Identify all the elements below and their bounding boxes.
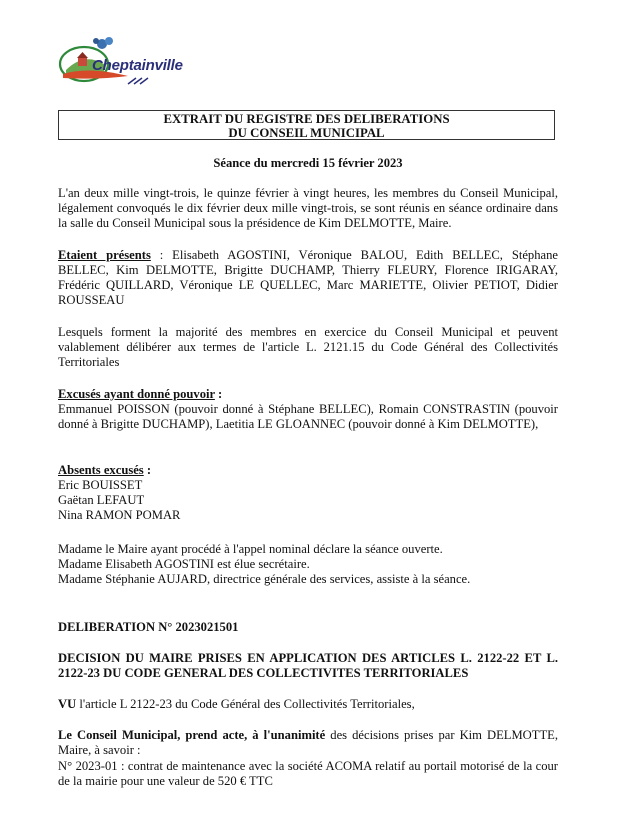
vu-label: VU	[58, 697, 77, 711]
presents-list: Elisabeth AGOSTINI, Véronique BALOU, Edith BELLEC, Stéphane BELLEC, Kim DELMOTTE, Brigitte DUCHAMP, Thierry FLEURY, Florence IRIGARAY, Frédéric QUILLARD, Véronique LE QUELLEC, Marc MARIETTE, Olivier PETIOT, Didier ROUSSEAU	[58, 248, 558, 307]
absent-name: Eric BOUISSET	[58, 478, 143, 492]
majorite-paragraph: Lesquels forment la majorité des membres en exercice du Conseil Municipal et peuvent valablement délibérer aux termes de l'article L. 2121.15 du Code Général des Collectivités Territoriales	[58, 325, 558, 369]
decision-title: DECISION DU MAIRE PRISES EN APPLICATION DES ARTICLES L. 2122-22 ET L. 2122-23 DU CODE GENERAL DES COLLECTIVITES TERRITORIALES	[58, 651, 558, 680]
ouverture-line: Madame le Maire ayant procédé à l'appel nominal déclare la séance ouverte.	[58, 542, 443, 556]
document-title-box	[58, 110, 555, 140]
municipality-name: Cheptainville	[92, 57, 183, 74]
absent-name: Gaëtan LEFAUT	[58, 493, 145, 507]
presents-separator: :	[150, 248, 173, 262]
presents-label: Etaient présents	[58, 248, 151, 262]
deliberation-number: DELIBERATION N° 2023021501	[58, 620, 239, 634]
intro-paragraph: L'an deux mille vingt-trois, le quinze février à vingt heures, les membres du Conseil Municipal, légalement convoqués le dix février deux mille vingt-trois, se sont réunis en séance ordinaire dans la salle du Conseil Municipal sous la présidence de Kim DELMOTTE, Maire.	[58, 186, 558, 230]
vu-text: l'article L 2122-23 du Code Général des Collectivités Territoriales,	[76, 697, 415, 711]
ouverture-section	[58, 542, 558, 587]
prend-acte-bold: Le Conseil Municipal, prend acte, à l'unanimité	[58, 728, 326, 742]
prend-acte-paragraph	[58, 728, 558, 758]
title-line-2: DU CONSEIL MUNICIPAL	[228, 126, 385, 140]
presents-paragraph	[58, 248, 558, 308]
excuses-label: Excusés ayant donné pouvoir	[58, 387, 215, 401]
ouverture-line: Madame Stéphanie AUJARD, directrice générale des services, assiste à la séance.	[58, 572, 471, 586]
decision-item: N° 2023-01 : contrat de maintenance avec la société ACOMA relatif au portail motorisé de la cour de la mairie pour une valeur de 520 € TTC	[58, 759, 558, 788]
absent-name: Nina RAMON POMAR	[58, 508, 181, 522]
absents-label: Absents excusés	[58, 463, 144, 477]
absents-section	[58, 463, 558, 523]
municipality-logo	[58, 34, 208, 90]
seance-date: Séance du mercredi 15 février 2023	[213, 156, 403, 170]
excuses-suffix: :	[214, 387, 223, 401]
ouverture-line: Madame Elisabeth AGOSTINI est élue secrétaire.	[58, 557, 310, 571]
title-line-1: EXTRAIT DU REGISTRE DES DELIBERATIONS	[163, 112, 450, 126]
excuses-list: Emmanuel POISSON (pouvoir donné à Stéphane BELLEC), Romain CONSTRASTIN (pouvoir donné à Brigitte DUCHAMP), Laetitia LE GLOANNEC (pouvoir donné à Kim DELMOTTE),	[58, 402, 558, 431]
prend-acte-text: des décisions prises par Kim DELMOTTE, Maire, à savoir :	[58, 728, 559, 757]
vu-paragraph	[58, 697, 558, 712]
absents-suffix: :	[143, 463, 152, 477]
excuses-section	[58, 387, 558, 432]
